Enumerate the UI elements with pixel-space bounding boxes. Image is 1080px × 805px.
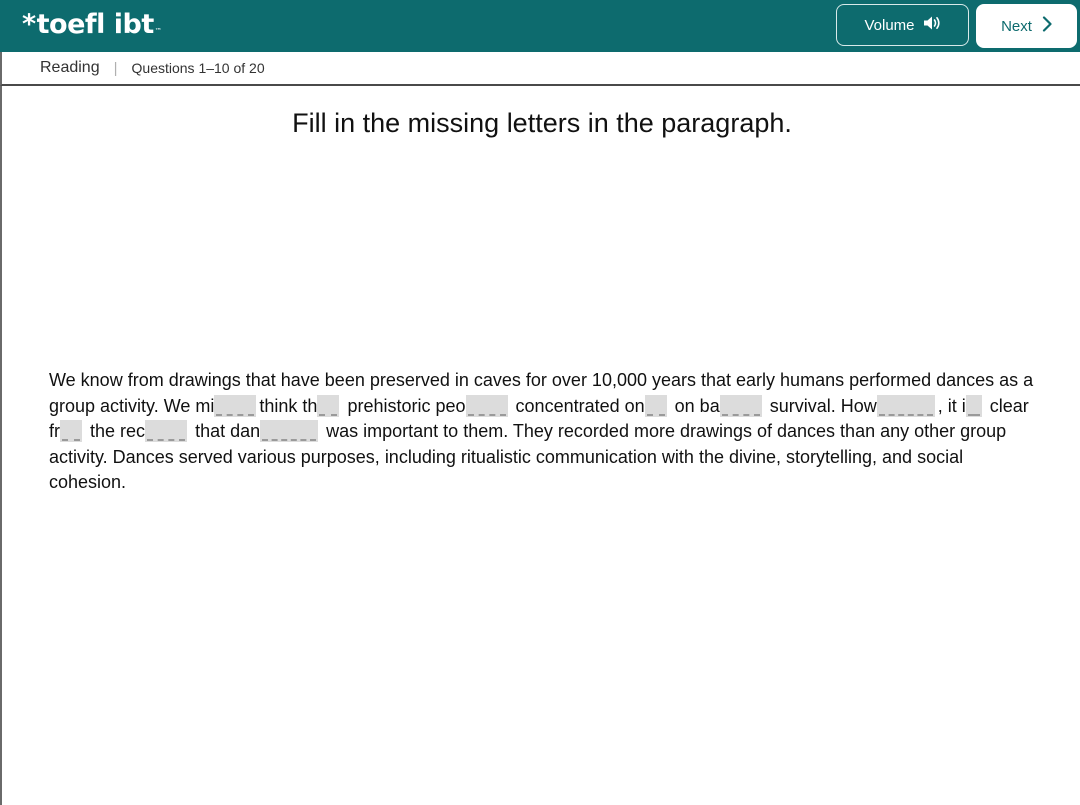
question-range: Questions 1–10 of 20 [131,60,265,76]
passage-text: think th [259,395,318,416]
passage-text: clear fr [49,395,1029,441]
reading-passage [49,368,1039,496]
section-separator: | [113,59,118,77]
blank-input[interactable] [466,395,508,417]
blank-input[interactable] [720,395,762,417]
speaker-icon [923,15,941,35]
blank-input[interactable] [260,420,318,442]
blank-input[interactable] [145,420,187,442]
passage-text: survival. How [769,395,877,416]
passage-text: the rec [90,421,146,441]
passage-text: , it i [937,395,966,416]
question-content [0,86,1080,805]
passage-text: prehistoric peo [347,395,466,416]
top-header-bar [0,0,1080,52]
passage-text: was important to them. They recorded more drawings of dances than any other group activity. Dances served various purposes, including ritualistic communication with the divine, storytelling, and social cohesion. [49,421,1007,492]
volume-label: Volume [864,16,915,34]
passage-text: We know from drawings that have been preserved in caves for over 10,000 years that early humans performed dances as a group activity. We mi [49,370,1034,416]
toefl-ibt-logo [22,7,161,49]
blank-input[interactable] [645,395,667,417]
next-button[interactable] [976,4,1077,48]
passage-text: that dan [195,421,261,441]
blank-input[interactable] [966,395,982,417]
passage-text: on ba [674,395,720,416]
question-instruction: Fill in the missing letters in the paragraph. [292,108,792,138]
blank-input[interactable] [214,395,256,417]
chevron-right-icon [1042,16,1052,36]
logo-star: * [22,9,36,40]
section-name: Reading [40,59,100,76]
section-header [0,52,1080,86]
blank-input[interactable] [60,420,82,442]
blank-input[interactable] [317,395,339,417]
logo-trademark: ™ [154,27,162,35]
volume-button[interactable] [836,4,969,46]
passage-text: concentrated on [515,395,645,416]
blank-input[interactable] [877,395,935,417]
logo-text: toefl ibt [36,9,154,40]
next-label: Next [1001,17,1032,35]
